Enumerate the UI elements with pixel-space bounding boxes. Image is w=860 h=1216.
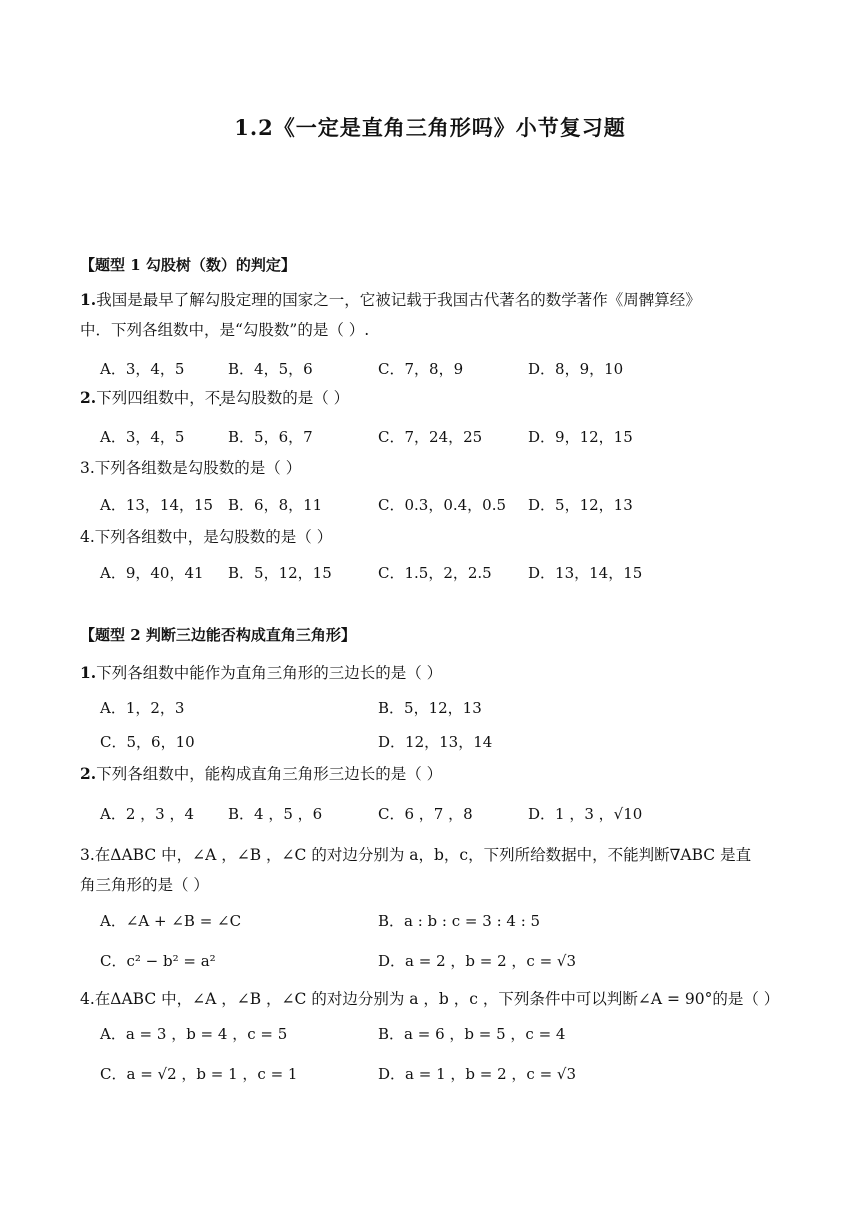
options-2-4-row2 (100, 1063, 800, 1087)
question-2-4 (80, 984, 790, 1014)
option-b: B．5，12，13 (378, 699, 482, 717)
question-text-end: 勾股数的是（ ） (235, 389, 350, 407)
option-c: C．0.3，0.4，0.5 (378, 496, 507, 514)
option-b: B．5，6，7 (228, 428, 313, 446)
options-1-3 (100, 494, 800, 518)
option-b: B．a : b : c = 3 : 4 : 5 (378, 912, 541, 930)
option-a: A．9，40，41 (100, 564, 204, 582)
option-a: A．3，4，5 (100, 360, 185, 378)
emphasis-text: 不是 (204, 389, 236, 407)
option-c: C．1.5，2，2.5 (378, 564, 492, 582)
question-number: 3. (80, 459, 95, 477)
question-2-3 (80, 840, 790, 900)
option-a: A．∠A + ∠B = ∠C (100, 912, 242, 930)
options-2-3-row2 (100, 950, 800, 974)
option-d: D．5，12，13 (528, 496, 633, 514)
question-2-1 (80, 658, 790, 688)
question-number: 3. (80, 846, 95, 864)
question-text: 下列各组数是勾股数的是（ ） (94, 459, 302, 477)
question-number: 4. (80, 528, 95, 546)
question-text: 下列各组数中，能构成直角三角形三边长的是（ ） (96, 765, 443, 783)
option-a: A．2 ，3 ，4 (100, 805, 194, 823)
option-b: B．6，8，11 (228, 496, 323, 514)
option-c: C．5，6，10 (100, 733, 195, 751)
page-title: 1.2《一定是直角三角形吗》小节复习题 (234, 115, 626, 140)
question-text: 我国是最早了解勾股定理的国家之一，它被记载于我国古代著名的数学著作《周髀算经》 (96, 291, 701, 309)
question-2-2 (80, 759, 790, 789)
option-c: C．c² − b² = a² (100, 952, 216, 970)
options-1-2 (100, 426, 800, 450)
section-heading-1: 【题型 1 勾股树（数）的判定】 (80, 256, 296, 274)
options-2-2 (100, 803, 800, 827)
question-number: 2. (80, 764, 97, 783)
question-number: 1. (80, 663, 97, 682)
options-1-4 (100, 562, 800, 586)
option-d: D．8，9，10 (528, 360, 624, 378)
option-c: C．7，24，25 (378, 428, 483, 446)
question-number: 2. (80, 388, 97, 407)
option-c: C．7，8，9 (378, 360, 464, 378)
question-number: 4. (80, 990, 95, 1008)
option-c: C．a = √2 ，b = 1 ，c = 1 (100, 1065, 298, 1083)
option-d: D．9，12，15 (528, 428, 633, 446)
question-1-2 (80, 383, 790, 413)
option-d: D．13，14，15 (528, 564, 643, 582)
question-text: 下列各组数中，是勾股数的是（ ） (94, 528, 333, 546)
question-1-1 (80, 285, 790, 345)
option-b: B．4，5，6 (228, 360, 313, 378)
option-d: D．a = 1 ，b = 2 ，c = √3 (378, 1065, 577, 1083)
option-d: D．a = 2 ，b = 2 ，c = √3 (378, 952, 577, 970)
option-a: A．1，2，3 (100, 699, 185, 717)
question-text-cont: 中．下列各组数中，是“勾股数”的是（ ）. (80, 321, 370, 339)
question-text: 下列四组数中， (96, 389, 205, 407)
option-a: A．3，4，5 (100, 428, 185, 446)
section-heading-2: 【题型 2 判断三边能否构成直角三角形】 (80, 626, 356, 644)
options-2-1-row1 (100, 697, 800, 721)
option-a: A．a = 3 ，b = 4 ，c = 5 (100, 1025, 288, 1043)
options-2-1-row2 (100, 731, 800, 755)
question-text-cont: 角三角形的是（ ） (80, 876, 209, 894)
question-text: 在ΔABC 中，∠A ，∠B ，∠C 的对边分别为 a ，b ，c ，下列条件中可以判断∠A = 90°的是（ ） (94, 990, 780, 1008)
options-1-1 (100, 358, 800, 382)
question-number: 1. (80, 290, 97, 309)
option-d: D．12，13，14 (378, 733, 493, 751)
question-1-4 (80, 522, 790, 552)
option-b: B．5，12，15 (228, 564, 332, 582)
option-a: A．13，14，15 (100, 496, 214, 514)
option-c: C．6 ，7 ，8 (378, 805, 473, 823)
question-1-3 (80, 453, 790, 483)
question-text: 下列各组数中能作为直角三角形的三边长的是（ ） (96, 664, 443, 682)
question-text: 在ΔABC 中，∠A ，∠B ，∠C 的对边分别为 a，b，c，下列所给数据中，不能判断∇ABC 是直 (94, 846, 752, 864)
option-b: B．a = 6 ，b = 5 ，c = 4 (378, 1025, 566, 1043)
options-2-4-row1 (100, 1023, 800, 1047)
option-b: B．4 ，5 ，6 (228, 805, 323, 823)
option-d: D．1 ，3 ，√10 (528, 805, 643, 823)
options-2-3-row1 (100, 910, 800, 934)
